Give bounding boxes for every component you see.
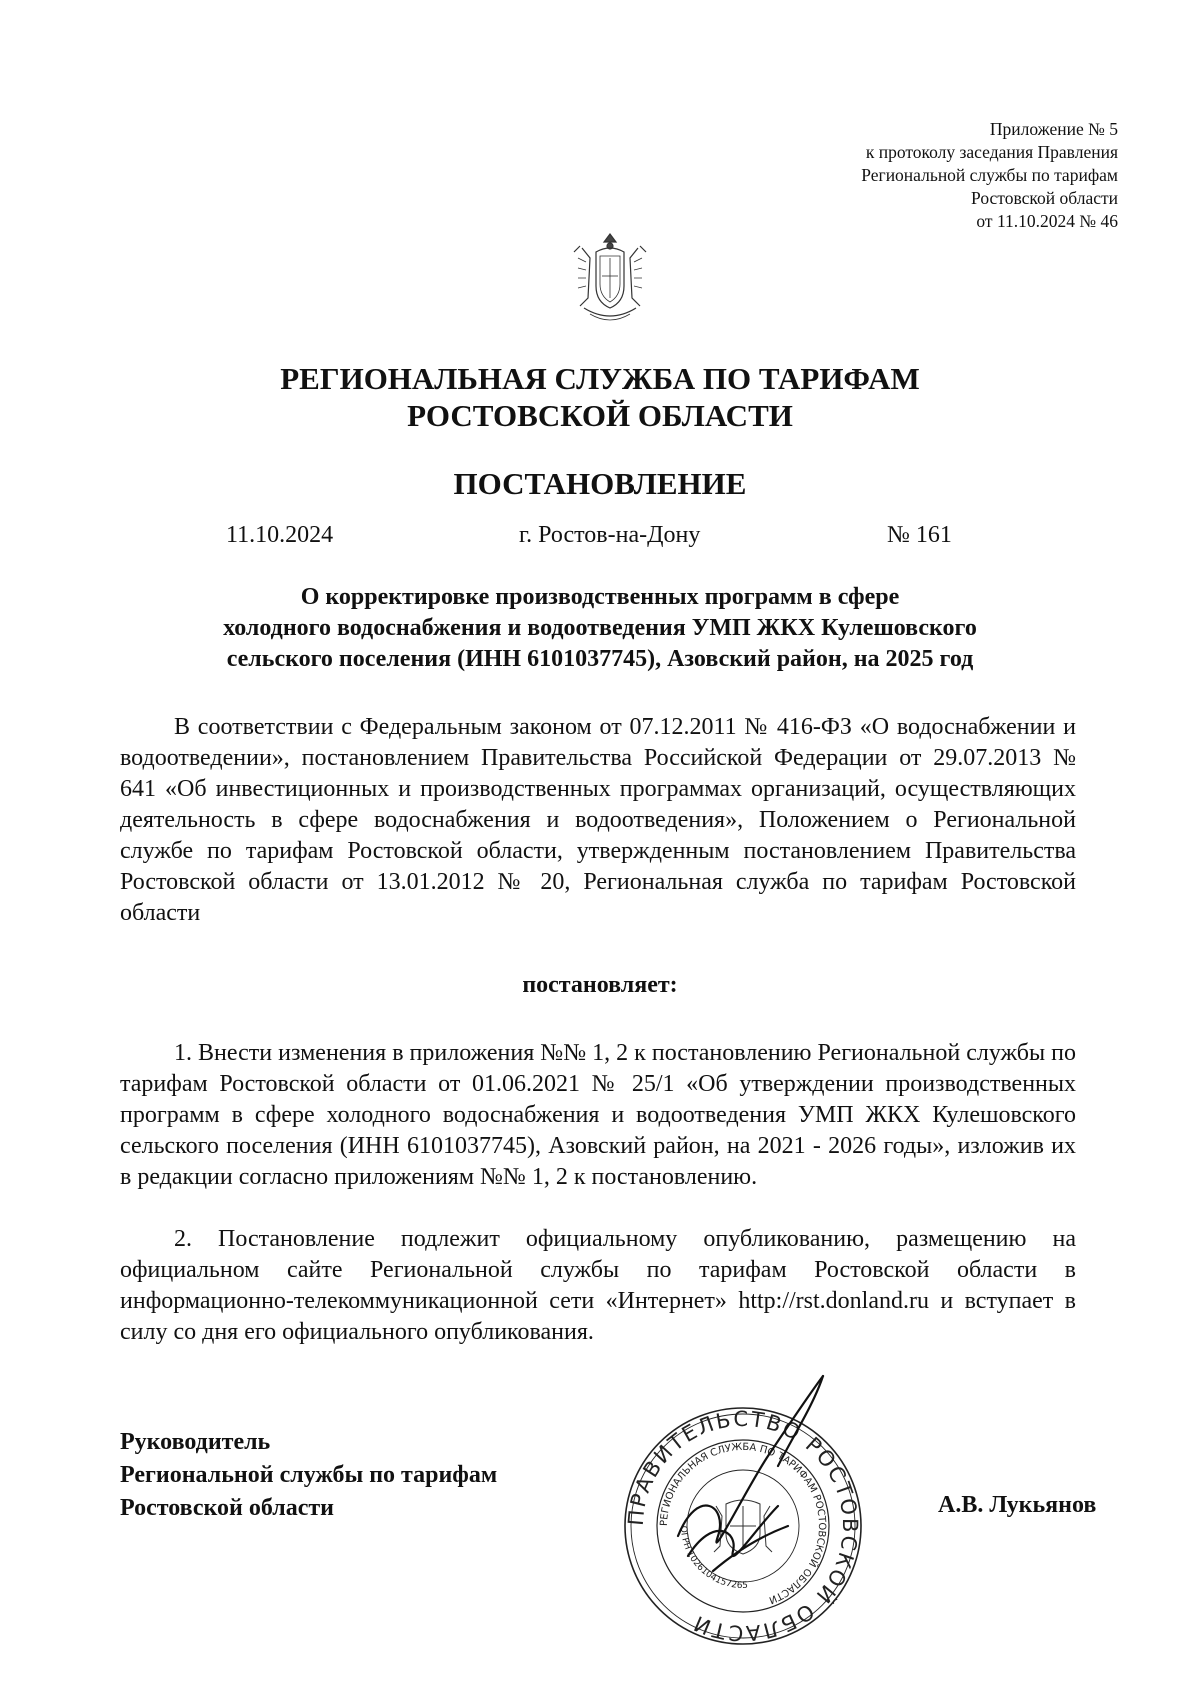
seal-inner-text: РЕГИОНАЛЬНАЯ СЛУЖБА ПО ТАРИФАМ РОСТОВСКОЙ ОБЛАСТИ [658,1441,828,1606]
annex-line: от 11.10.2024 № 46 [976,211,1118,231]
official-seal-icon [618,1366,868,1656]
decree-item-2: 2. Постановление подлежит официальному опубликованию, размещению на официальном сайте Региональной службы по тарифам Ростовской области в информационно-телекоммуникационной сети «Интернет» http://rst.donland.ru и вступает в силу со дня его официального опубликования. [120,1226,1076,1345]
document-subject [120,582,1080,675]
signatory-title-line: Ростовской области [120,1495,334,1521]
preamble-paragraph: В соответствии с Федеральным законом от 07.12.2011 № 416-ФЗ «О водоснабжении и водоотведении», постановлением Правительства Российской Федерации от 29.07.2013 № 641 «Об инвестиционных и производственных программах организаций, осуществляющих деятельность в сфере водоснабжения и водоотведения», Положением о Региональной службе по тарифам Ростовской области, утвержденным постановлением Правительства Ростовской области от 13.01.2012 № 20, Региональная служба по тарифам Ростовской области [120,714,1076,926]
document-date: 11.10.2024 [226,522,334,548]
subject-line: холодного водоснабжения и водоотведения УМП ЖКХ Кулешовского [223,615,977,641]
coat-of-arms-icon [560,228,660,328]
signatory-title-line: Региональной службы по тарифам [120,1462,498,1488]
seal-ogrn-text: ОГРН 1026104157265 [677,1525,749,1592]
organization-line: РЕГИОНАЛЬНАЯ СЛУЖБА ПО ТАРИФАМ [280,361,920,396]
document-type: ПОСТАНОВЛЕНИЕ [453,466,747,501]
document-number: № 161 [887,522,952,548]
signatory-title [120,1426,497,1525]
annex-line: к протоколу заседания Правления [865,142,1118,162]
svg-text:ОГРН 1026104157265 [678,1526,748,1592]
annex-line: Региональной службы по тарифам [861,165,1118,185]
decree-word: постановляет: [522,972,678,998]
organization-name [0,360,1200,434]
annex-reference [861,118,1118,233]
annex-line: Приложение № 5 [989,119,1118,139]
subject-line: О корректировке производственных программ в сфере [300,584,900,610]
signatory-title-line: Руководитель [120,1429,271,1455]
seal-outer-text: ПРАВИТЕЛЬСТВО РОСТОВСКОЙ ОБЛАСТИ [623,1406,863,1646]
signatory-name: А.В. Лукьянов [938,1492,1097,1518]
subject-line: сельского поселения (ИНН 6101037745), Азовский район, на 2025 год [226,646,974,672]
decree-item-1: 1. Внести изменения в приложения №№ 1, 2 к постановлению Региональной службы по тарифам Ростовской области от 01.06.2021 № 25/1 «Об утверждении производственных программ в сфере холодного водоснабжения и водоотведения УМП ЖКХ Кулешовского сельского поселения (ИНН 6101037745), Азовский район, на 2021 - 2026 годы», изложив их в редакции согласно приложениям №№ 1, 2 к постановлению. [120,1040,1076,1190]
annex-line: Ростовской области [971,188,1118,208]
organization-line: РОСТОВСКОЙ ОБЛАСТИ [407,398,793,433]
document-city: г. Ростов-на-Дону [519,522,701,548]
